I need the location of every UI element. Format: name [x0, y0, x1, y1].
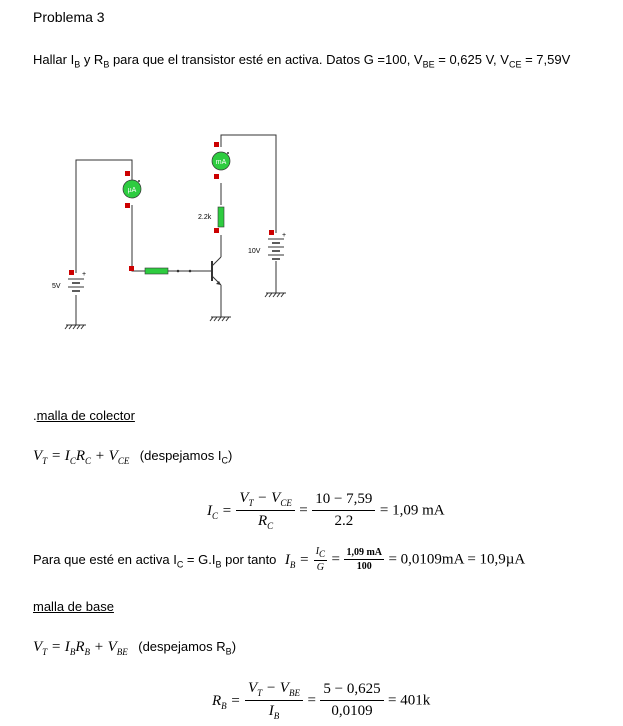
vbb-terminal [69, 270, 74, 275]
svg-text:+: + [282, 232, 287, 239]
ua-terminal-top [125, 171, 130, 176]
equation-ib: Para que esté en activa $I_C = G.I_B$ por tanto $I_B$ = $\frac{I_C}{G}$ = $\frac{1,09 mA}{100}$ = 0,0109mA = 10,9µA [33, 546, 526, 573]
vbb-label: 5V [52, 283, 61, 290]
problem-statement: Hallar $I_B$ y $R_B$ para que el transistor esté en activa. Datos G =100, $V_{BE} = 0,625$ V, $V_{CE} = 7,59V$ [33, 52, 571, 70]
equation-base-loop: $V_T = I_BR_B + V_{BE}$ (despejamos $R_B$) [33, 639, 237, 657]
microammeter-label: µA [127, 187, 137, 194]
wire-vcc [221, 135, 276, 233]
transistor-collector [212, 257, 221, 266]
base-terminal [129, 266, 134, 271]
milliammeter-label: mA [215, 159, 227, 166]
svg-text:+: + [82, 271, 87, 278]
ground-emitter-icon [210, 317, 231, 321]
section-base-heading: malla de base [33, 599, 114, 614]
ground-vbb-icon [65, 325, 86, 329]
collector-resistor-label: 2.2k [198, 214, 212, 221]
ma-terminal-bottom [214, 174, 219, 179]
equation-ic: $I_C$ = $\frac{V_T - V_{CE}}{R_C}$ = $\frac{10 - 7,59}{2.2}$ = 1,09 mA [207, 490, 445, 531]
ua-terminal-bottom [125, 203, 130, 208]
equation-rb: $R_B$ = $\frac{V_T - V_{BE}}{I_B}$ = $\frac{5 - 0,625}{0,0109}$ = 401k [212, 680, 431, 721]
vcc-label: 10V [248, 248, 261, 255]
emitter-arrow [216, 281, 221, 285]
vcc-battery [268, 239, 284, 259]
collector-resistor [218, 207, 224, 227]
equation-collector-loop: $V_T = I_CR_C + V_{CE}$ (despejamos $I_C$) [33, 448, 233, 466]
ma-terminal-top [214, 142, 219, 147]
rc-terminal-bottom [214, 228, 219, 233]
circuit-diagram [40, 125, 320, 345]
vbb-battery [68, 279, 84, 291]
page-title: Problema 3 [33, 9, 105, 25]
ground-vcc-icon [265, 293, 286, 297]
vcc-terminal [269, 230, 274, 235]
base-resistor [145, 268, 168, 274]
section-colector-heading: .malla de colector [33, 408, 135, 423]
wire-base-top [76, 160, 132, 273]
wire-base [132, 205, 145, 271]
